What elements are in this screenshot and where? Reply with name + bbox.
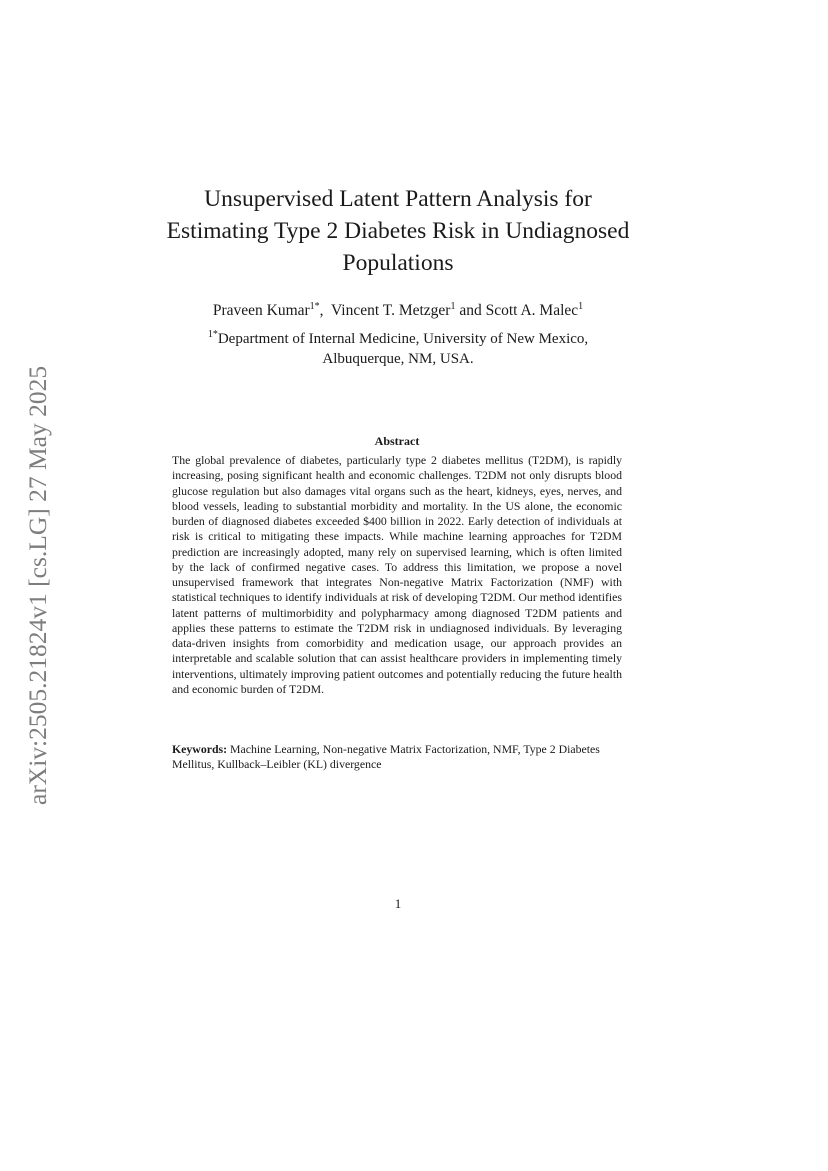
title-line: Estimating Type 2 Diabetes Risk in Undiagnosed xyxy=(166,218,630,244)
abstract-text: The global prevalence of diabetes, particularly type 2 diabetes mellitus (T2DM), is rapidly increasing, posing significant health and economic challenges. T2DM not only disrupts blood glucose regulation but also damages vital organs such as the heart, kidneys, eyes, nerves, and blood vessels, leading to substantial morbidity and mortality. In the US alone, the economic burden of diagnosed diabetes exceeded $400 billion in 2022. Early detection of individuals at risk is critical to mitigating these impacts. While machine learning approaches for T2DM prediction are increasingly adopted, many rely on supervised learning, which is often limited by the lack of confirmed negative cases. To address this limitation, we propose a novel unsupervised framework that integrates Non-negative Matrix Factorization (NMF) with statistical techniques to identify individuals at risk of developing T2DM. Our method identifies latent patterns of multimorbidity and polypharmacy among diagnosed T2DM patients and applies these patterns to estimate the T2DM risk in undiagnosed individuals. By leveraging data-driven insights from comorbidity and medication usage, our approach provides an interpretable and scalable solution that can assist healthcare providers in implementing timely interventions, ultimately improving patient outcomes and potentially reducing the future health and economic burden of T2DM. xyxy=(172,453,622,696)
keywords xyxy=(172,742,622,773)
author-separator: and xyxy=(455,302,486,319)
abstract-heading: Abstract xyxy=(374,434,420,448)
title-line: Unsupervised Latent Pattern Analysis for xyxy=(204,186,592,212)
affiliation-line xyxy=(150,329,646,349)
keywords-label: Keywords: xyxy=(172,742,228,756)
paper-title xyxy=(150,183,646,279)
title-line: Populations xyxy=(342,250,454,276)
author-name: Vincent T. Metzger xyxy=(331,302,451,319)
author-affiliation-mark: 1* xyxy=(309,300,320,312)
affiliation xyxy=(150,329,646,369)
affiliation-mark: 1* xyxy=(207,329,218,340)
author-name: Scott A. Malec xyxy=(485,302,579,319)
author-name: Praveen Kumar xyxy=(212,302,310,319)
author-affiliation-mark: 1 xyxy=(578,300,584,312)
keywords-text: Machine Learning, Non-negative Matrix Factorization, NMF, Type 2 Diabetes Mellitus, Kullback–Leibler (KL) divergence xyxy=(172,742,600,772)
author-separator: , xyxy=(319,302,332,319)
affiliation-text: Department of Internal Medicine, University of New Mexico, xyxy=(217,331,589,347)
arxiv-identifier: arXiv:2505.21824v1 [cs.LG] 27 May 2025 xyxy=(23,365,52,805)
author-affiliation-mark: 1 xyxy=(450,300,456,312)
affiliation-line: Albuquerque, NM, USA. xyxy=(322,351,474,367)
author-list xyxy=(100,300,696,322)
page-number: 1 xyxy=(394,896,402,911)
